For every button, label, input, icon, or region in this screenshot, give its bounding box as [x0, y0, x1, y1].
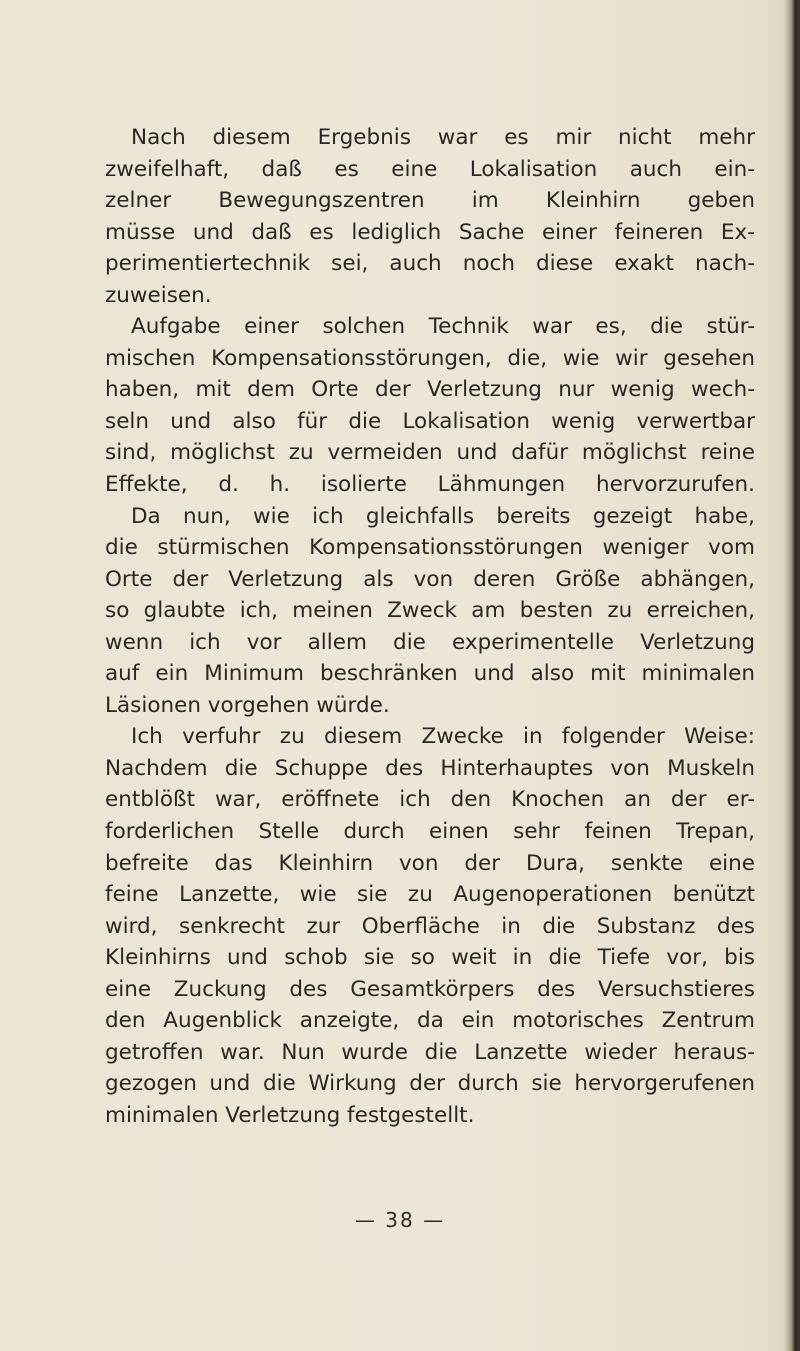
text-line: Kleinhirns und schob sie so weit in die Tiefe vor, bis	[105, 945, 755, 971]
text-line: auf ein Minimum beschränken und also mit minimalen	[105, 661, 755, 687]
body-text	[105, 122, 755, 1132]
text-line: die stürmischen Kompensationsstörungen weniger vom	[105, 535, 755, 561]
page-number: — 38 —	[354, 1208, 446, 1232]
text-line: den Augenblick anzeigte, da ein motorisches Zentrum	[105, 1008, 755, 1034]
text-line: minimalen Verletzung festgestellt.	[105, 1102, 475, 1128]
text-line: Orte der Verletzung als von deren Größe abhängen,	[105, 566, 755, 592]
text-line: Ich verfuhr zu diesem Zwecke in folgender Weise:	[131, 724, 755, 750]
text-line: gezogen und die Wirkung der durch sie hervorgerufenen	[105, 1071, 755, 1097]
text-line: befreite das Kleinhirn von der Dura, senkte eine	[105, 850, 755, 876]
text-line: Aufgabe einer solchen Technik war es, die stür-	[131, 314, 755, 340]
text-line: Nachdem die Schuppe des Hinterhauptes von Muskeln	[105, 755, 755, 781]
text-line: eine Zuckung des Gesamtkörpers des Versuchstieres	[105, 976, 755, 1002]
text-line: zweifelhaft, daß es eine Lokalisation auch ein-	[105, 156, 755, 182]
text-line: entblößt war, eröffnete ich den Knochen an der er-	[105, 787, 755, 813]
text-line: wenn ich vor allem die experimentelle Verletzung	[105, 629, 755, 655]
text-line: so glaubte ich, meinen Zweck am besten zu erreichen,	[105, 598, 755, 624]
text-line: forderlichen Stelle durch einen sehr feinen Trepan,	[105, 819, 755, 845]
text-line: müsse und daß es lediglich Sache einer feineren Ex-	[105, 219, 755, 245]
text-line: Da nun, wie ich gleichfalls bereits gezeigt habe,	[131, 503, 755, 529]
text-line: haben, mit dem Orte der Verletzung nur wenig wech-	[105, 377, 755, 403]
text-line: wird, senkrecht zur Oberfläche in die Substanz des	[105, 913, 755, 939]
text-line: Effekte, d. h. isolierte Lähmungen hervorzurufen.	[105, 472, 755, 498]
text-line: sind, möglichst zu vermeiden und dafür möglichst reine	[105, 440, 755, 466]
text-line: perimentiertechnik sei, auch noch diese exakt nach-	[105, 251, 755, 277]
text-line: zelner Bewegungszentren im Kleinhirn geben	[105, 188, 755, 214]
text-line: getroffen war. Nun wurde die Lanzette wieder heraus-	[105, 1039, 755, 1065]
text-line: Läsionen vorgehen würde.	[105, 692, 390, 718]
page-edge-shadow	[784, 0, 800, 1351]
text-line: seln und also für die Lokalisation wenig verwertbar	[105, 408, 755, 434]
text-line: mischen Kompensationsstörungen, die, wie wir gesehen	[105, 345, 755, 371]
text-line: Nach diesem Ergebnis war es mir nicht mehr	[131, 125, 755, 150]
text-line: feine Lanzette, wie sie zu Augenoperationen benützt	[105, 882, 755, 908]
text-line: zuweisen.	[105, 282, 212, 308]
